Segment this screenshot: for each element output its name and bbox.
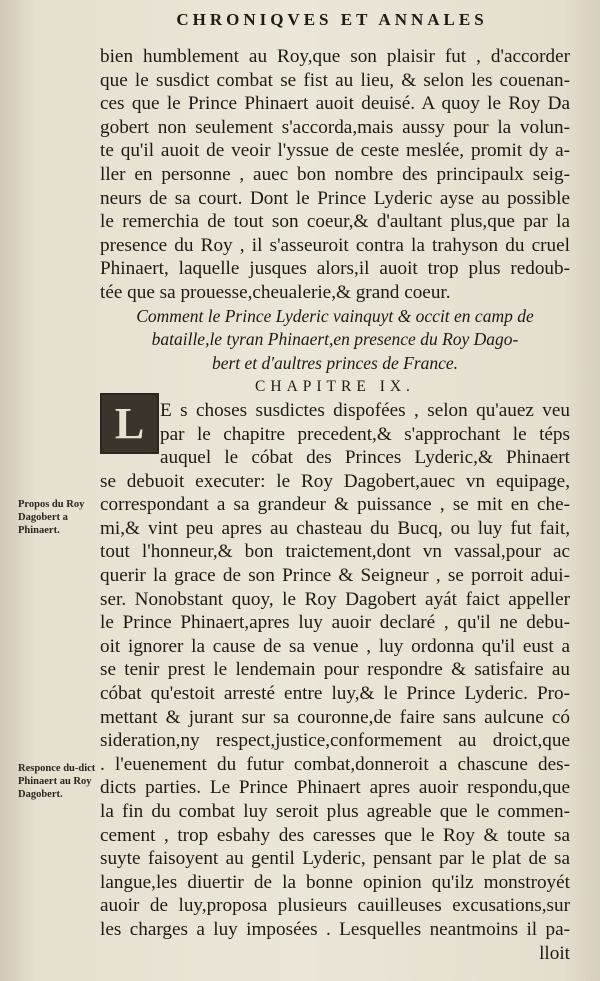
decorated-initial [100, 393, 159, 454]
text-line: querir la grace de son Prince & Seigneur , se porroit adui- [100, 565, 570, 587]
text-line: E s choses susdictes dispofées , selon qu'auez veu [160, 399, 570, 421]
text-line: auquel le cóbat des Princes Lyderic,& Phinaert [160, 447, 570, 469]
paragraph-1 [100, 45, 570, 305]
text-line: se tenir prest le lendemain pour respondre & satisfaire au [100, 659, 570, 681]
text-line: mi,& vint peu apres au chasteau du Bucq, ou luy fut fait, [100, 517, 570, 539]
text-line: te qu'il auoit de veoir l'yssue de ceste meslée, promit dy a- [100, 140, 570, 162]
text-line: oit ignorer la cause de sa venue , luy ordonna qu'il eust a [100, 635, 570, 657]
text-line: correspondant a sa grandeur & puissance , se mit en che- [100, 494, 570, 516]
text-line: ller en personne , auec bon nombre des principaulx seig- [100, 163, 570, 185]
text-line: suyte faisoyent au gentil Lyderic, pensant par le plat de sa [100, 848, 570, 870]
text-line: le Prince Phinaert,apres luy auoir declaré , qu'il ne debu- [100, 612, 570, 634]
text-line: gobert non seulement s'accorda,mais aussy pour la volun- [100, 116, 570, 138]
margin-note-1: Propos du Roy Dagobert a Phinaert. [18, 499, 85, 536]
chapter-number: CHAPITRE IX. [255, 378, 415, 396]
running-title: CHRONIQVES ET ANNALES [176, 10, 488, 29]
chapter-heading [100, 305, 570, 376]
chapter-heading-line: bataille,le tyran Phinaert,en presence du Roy Dago- [151, 329, 519, 350]
decorated-initial-letter: L [114, 399, 145, 448]
text-line: tée que sa prouesse,cheualerie,& grand coeur. [100, 281, 451, 303]
text-line: sideration,ny respect,justice,conformement au droict,que [100, 730, 570, 752]
paragraph-2-opening [100, 399, 570, 470]
main-text-block [100, 45, 570, 965]
text-line: . l'euenement du futur combat,donneroit a chascune des- [100, 753, 570, 775]
text-line: Phinaert, laquelle jusques alors,il auoit trop plus redoub- [100, 258, 570, 280]
margin-note-2: Responce du-dict Phinaert au Roy Dagobert. [18, 763, 96, 800]
catchword: lloit [539, 942, 570, 964]
text-line: bien humblement au Roy,que son plaisir fut , d'accorder [100, 46, 570, 67]
text-line: mettant & jurant sur sa couronne,de faire sans aulcune có [100, 706, 570, 728]
text-line: langue,les diuertir de la bonne opinion qu'ilz monstroyét [100, 871, 570, 893]
text-line: neurs de sa court. Dont le Prince Lyderic ayse au possible [100, 187, 570, 209]
text-line: la fin du combat luy seroit plus agreable que le commen- [100, 801, 570, 822]
text-line: par le chapitre precedent,& s'approchant le téps [160, 423, 570, 445]
text-line: cóbat qu'estoit arresté entre luy,& le Prince Lyderic. Pro- [100, 683, 570, 705]
text-line: ser. Nonobstant quoy, le Roy Dagobert ayát faict appeller [100, 588, 570, 610]
text-line: cement , trop esbahy des caresses que le Roy & toute sa [100, 824, 570, 846]
text-line: les charges a luy imposées . Lesquelles neantmoins il pa- [100, 918, 570, 940]
chapter-heading-line: bert et d'aultres princes de France. [211, 352, 459, 373]
text-line: tout l'honneur,& bon traictement,dont vn vassal,pour ac [100, 541, 570, 563]
text-line: le remerchia de tout son coeur,& d'aultant plus,que par la [100, 211, 570, 233]
text-line: dicts parties. Le Prince Phinaert apres auoir respondu,que [100, 777, 570, 799]
chapter-heading-line: Comment le Prince Lyderic vainquyt & occit en camp de [136, 305, 534, 326]
text-line: presence du Roy , il s'asseuroit contra la trahyson du cruel [100, 234, 570, 256]
text-line: se debuoit executer: le Roy Dagobert,auec vn equipage, [100, 470, 570, 492]
text-line: auoir de luy,proposa plusieurs cauilleuses excusations,sur [100, 895, 570, 917]
paragraph-2 [100, 470, 570, 965]
text-line: que le susdict combat se fist au lieu, & selon les couenan- [100, 69, 570, 91]
text-line: ces que le Prince Phinaert auoit deuisé. A quoy le Roy Da [100, 93, 570, 115]
